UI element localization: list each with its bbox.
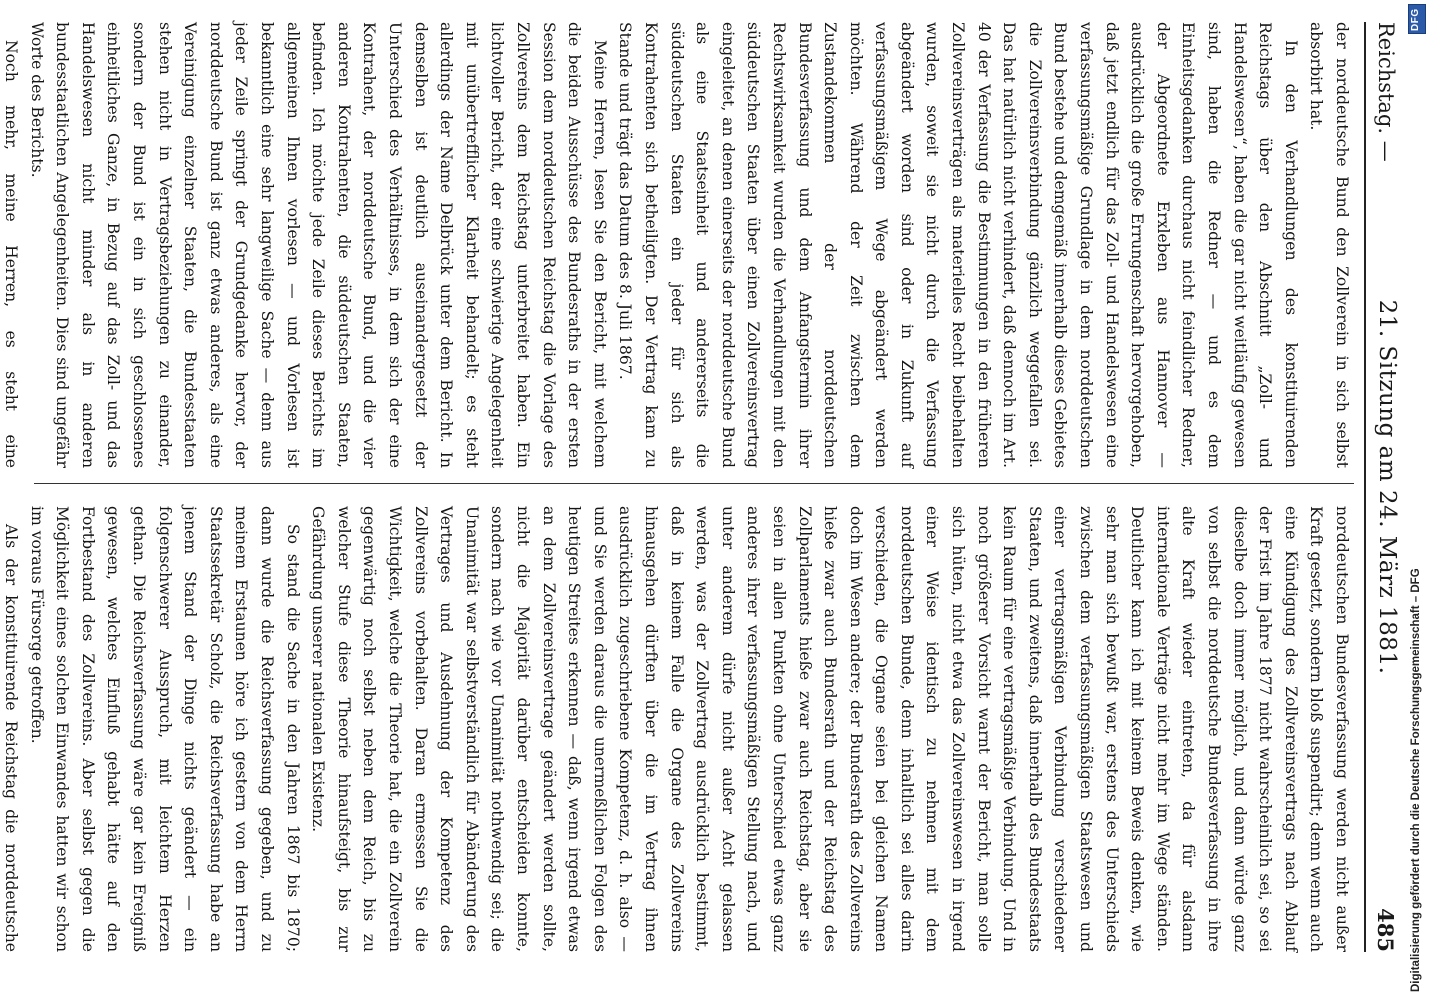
paragraph: Meine Herren, lesen Sie den Bericht, mit welchem die beiden Ausschüsse des Bundesraths in der ersten Session dem norddeutschen Reichstag die Vorlage des Zollvereins dem Reichstag unterbreitet haben. Ein lichtvoller Bericht, der eine schwierige Angelegenheit mit unübertrefflicher Klarheit behandelt; es steht allerdings der Name Delbrück unter dem Bericht. In demselben ist deutlich auseinandergesetzt der Unterschied des Verhältnisses, in dem sich der eine Kontrahent, der norddeutsche Bund, und die vier anderen Kontrahenten, die süddeutschen Staaten, befinden. Ich möchte jede Zeile dieses Berichts im allgemeinen Ihnen vorlesen — und Vorlesen ist bekanntlich eine sehr langweilige Sache — denn aus jeder Zeile springt der Grundgedanke hervor, der norddeutsche Bund ist ganz etwas anderes, als eine Vereinigung einzelner Staaten, die Bundesstaaten stehen nicht in Vertragsbeziehungen zu einander, sondern der Bund ist ein in sich geschlossenes einheitliches Ganze, in Bezug auf das Zoll- und das Handelswesen nicht minder als in anderen bundesstaatlichen Angelegenheiten. Dies sind ungefähr Worte des Berichts.: [27, 22, 609, 468]
text-column-right: [2, 506, 1354, 952]
header-rule: [1364, 22, 1366, 952]
paragraph: In den Verhandlungen des konstituirenden Reichstags über den Abschnitt „Zoll- und Handelswesen“, haben die gar nicht weitläufig gewesen sind, haben die Redner — und es dem Einheitsgedanken durchaus nicht feindlicher Redner, der Abgeordnete Erxleben aus Hannover — ausdrücklich die große Errungenschaft hervorgehoben, daß jetzt endlich für das Zoll- und Handelswesen eine verfassungsmäßige Grundlage in dem norddeutschen Bund bestehe und demgemäß innerhalb dieses Gebietes die Zollvereinsverbindung gänzlich weggefallen sei. Das hat natürlich nicht verhindert, daß dennoch im Art. 40 der Verfassung die Bestimmungen in den früheren Zollvereinsverträgen als materielles Recht beibehalten wurden, soweit sie nicht durch die Verfassung abgeändert worden sind oder in Zukunft auf verfassungsmäßigem Wege abgeändert werden möchten. Während der Zeit zwischen dem Zustandekommen der norddeutschen Bundesverfassung und dem Anfangstermin ihrer Rechtswirksamkeit wurden die Verhandlungen mit den süddeutschen Staaten über einen Zollvereinsvertrag eingeleitet, an denen einerseits der norddeutsche Bund als eine Staatseinheit und andererseits die süddeutschen Staaten ein jeder für sich als Kontrahenten sich betheiligten. Der Vertrag kam zu Stande und trägt das Datum des 8. Juli 1867.: [616, 22, 1300, 468]
digitization-credit-strip: [1402, 0, 1430, 1000]
paragraph: So stand die Sache in den Jahren 1867 bis 1870; dann wurde die Reichsverfassung gegeben, und zu meinem Erstaunen höre ich gestern von dem Herrn Staatssekretär Scholz, die Reichsverfassung habe an jenem Stand der Dinge nichts geändert — ein folgenschwerer Ausspruch, mit leichtem Herzen gethan. Die Reichsverfassung wäre gar kein Ereigniß gewesen, welches Einfluß gehabt hätte auf den Fortbestand des Zollvereins. Aber selbst gegen die Möglichkeit eines solchen Einwandes hatten wir schon im voraus Fürsorge getroffen.: [27, 506, 302, 952]
paragraph: norddeutschen Bundesverfassung werden nicht außer Kraft gesetzt, sondern bloß suspendirt; denn wenn auch eine Kündigung des Zollvereinsvertrags nach Ablauf der Frist im Jahre 1877 nicht wahrscheinlich sei, so sei dieselbe doch immer möglich, und dann würde ganz von selbst die norddeutsche Bundesverfassung in ihre alte Kraft wieder eintreten, da für alsdann internationale Verträge nicht mehr im Wege ständen. Deutlicher kann ich mit keinem Beweis denken, wie sehr man sich bewußt war, erstens des Unterschieds zwischen dem verfassungsmäßigen Staatswesen und einer vertragsmäßigen Verbindung verschiedener Staaten, und zweitens, daß innerhalb des Bundesstaats kein Raum für eine vertragsmäßige Verbindung. Und in noch größerer Vorsicht warnt der Bericht, man solle sich hüten, nicht etwa das Zollvereinswesen in irgend einer Weise identisch zu nehmen mit dem norddeutschen Bunde, denn inhaltlich sei alles darin verschieden, die Organe seien bei gleichen Namen doch im Wesen andere; der Bundesrath des Zollvereins hieße zwar auch Bundesrath und der Reichstag des Zollparlaments hieße zwar auch Reichstag, aber sie seien in allen Punkten ohne Unterschied etwas ganz anderes ihrer verfassungsmäßigen Stellung nach, und unter anderem dürfe nicht außer Acht gelassen werden, was der Zollvertrag ausdrücklich bestimmt, daß in keinem Falle die Organe des Zollvereins hinausgehen dürften über die im Vertrag ihnen ausdrücklich zugeschriebene Kompetenz, d. h. also — und Sie werden daraus die unermeßlichen Folgen des heutigen Streites erkennen — daß, wenn irgend etwas an dem Zollvereinsvertrage geändert werden sollte, nicht die Majorität darüber entscheiden konnte, sondern nach wie vor Unanimität nothwendig sei; die Unanimität war selbstverständlich für Abänderung des Vertrages und Ausdehnung der Kompetenz des Zollvereins vorbehalten. Daran ermessen Sie die Wichtigkeit, welche die Theorie hat, die ein Zollverein gegenwärtig noch selbst neben dem Reich, bis zu welcher Stufe diese Theorie hinaufsteigt, bis zur Gefährdung unserer nationalen Existenz.: [309, 506, 1351, 952]
header-session-date: 21. Sitzung am 24. März 1881.: [1374, 299, 1400, 675]
paragraph: der norddeutsche Bund den Zollverein in sich selbst absorbirt hat.: [1307, 22, 1351, 468]
paragraph: Als der konstituirende Reichstag die norddeutsche: [2, 524, 21, 952]
page-number: 485: [1373, 908, 1398, 952]
header-left-title: Reichstag. —: [1374, 22, 1398, 162]
digitization-credit-text: Digitalisierung gefördert durch die Deutsche Forschungsgemeinschaft – DFG: [1410, 568, 1422, 992]
text-column-left: [2, 22, 1354, 468]
column-divider: [34, 483, 1354, 484]
paragraph: Noch mehr, meine Herren, es steht eine: [2, 40, 21, 468]
dfg-logo-text: DFG: [1410, 8, 1421, 31]
